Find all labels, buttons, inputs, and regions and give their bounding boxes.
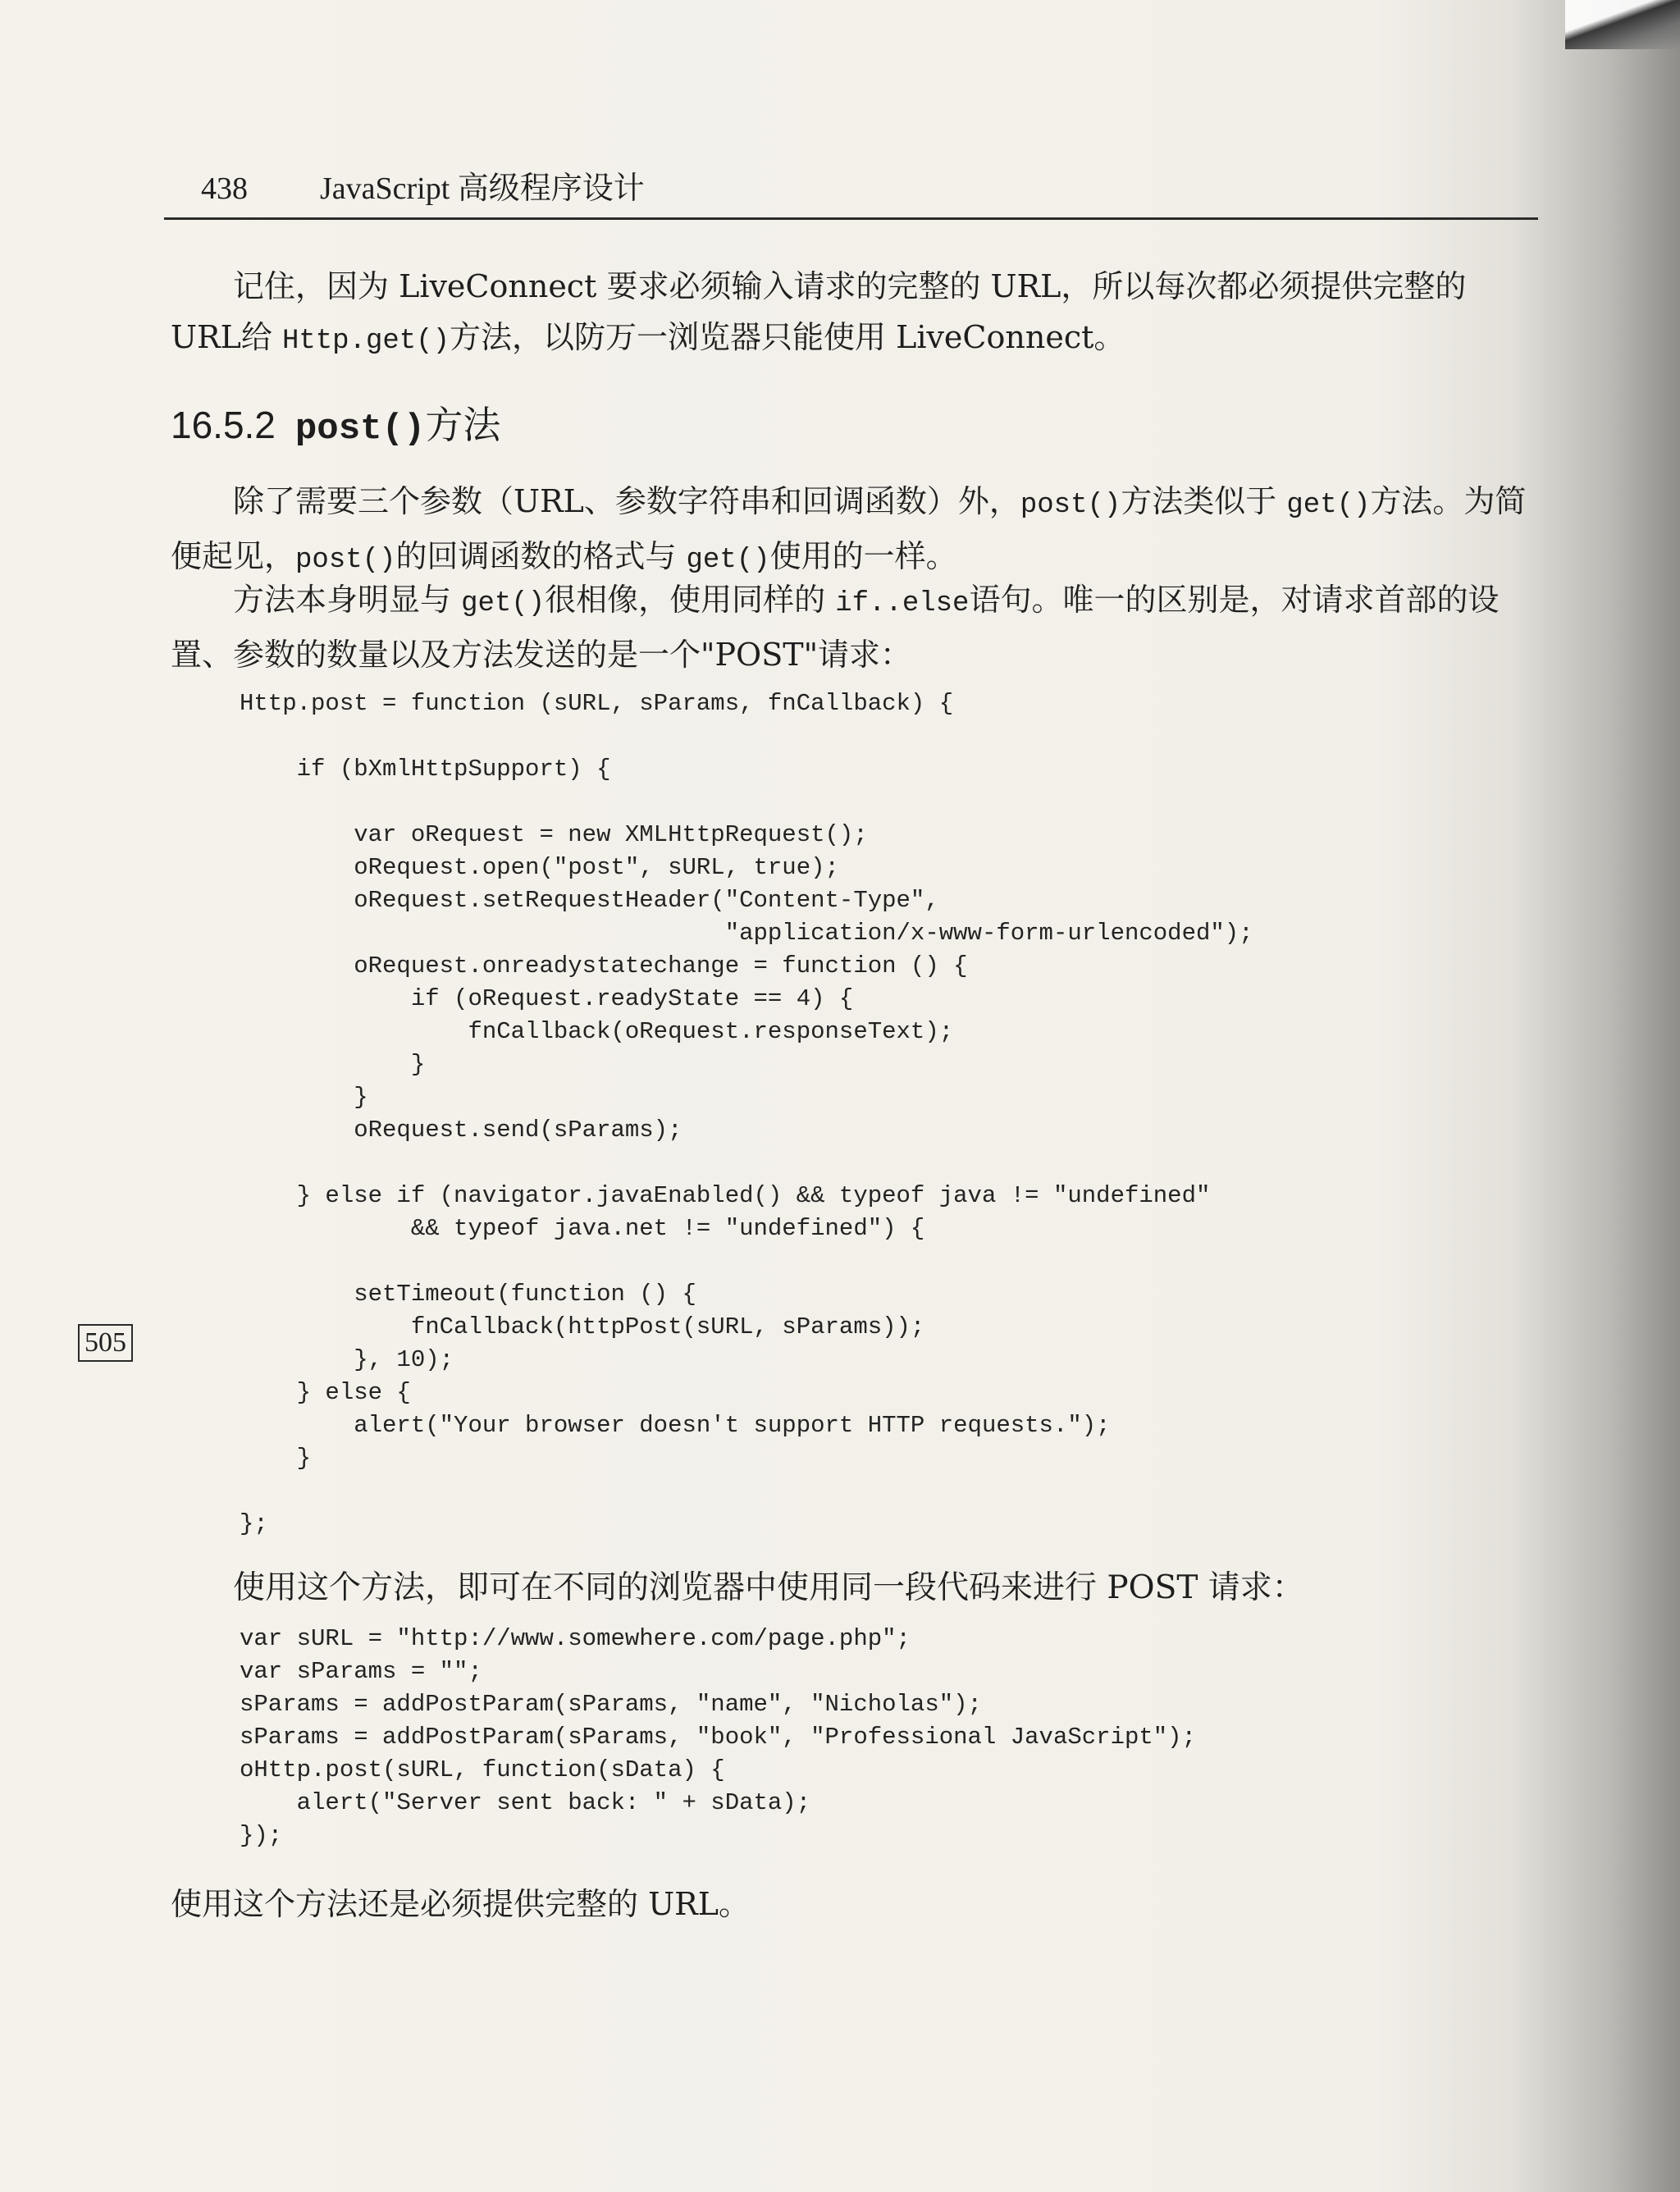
section-heading (171, 400, 500, 454)
inline-code: Http.get() (281, 326, 450, 357)
page-number: 438 (201, 171, 248, 206)
intro-paragraph (171, 261, 1536, 367)
intro-text-2: 方法，以防万一浏览器只能使用 LiveConnect。 (450, 319, 1125, 355)
p4-text: 使用这个方法，即可在不同的浏览器中使用同一段代码来进行 POST 请求： (233, 1569, 1304, 1606)
p3-text-1: 方法本身明显与 (233, 582, 462, 618)
page-corner-shadow (1565, 0, 1680, 49)
paragraph-4 (171, 1563, 1536, 1614)
inline-code: get() (686, 545, 770, 576)
p2-text-3: 方法。为简便起见， (171, 483, 1527, 574)
inline-code: get() (461, 588, 546, 619)
inline-code: get() (1286, 490, 1371, 521)
p2-text-2: 方法类似于 (1121, 483, 1287, 519)
code-block-http-post: Http.post = function (sURL, sParams, fnCallback) { if (bXmlHttpSupport) { var oRequest = new XMLHttpRequest(); oRequest.open("post", sURL, true); oRequest.setRequestHeader("Content-Type", "application/x-www-form-urlencoded"); oRequest.onreadystatechange = function () { if (oRequest.readyState == 4) { fnCallback(oRequest.responseText); } } oRequest.send(sParams); } else if (navigator.javaEnabled() && typeof java != "undefined" && typeof java.net != "undefined") { setTimeout(function () { fnCallback(httpPost(sURL, sParams)); }, 10); } else { alert("Your browser doesn't support HTTP requests."); } }; (240, 690, 1253, 1537)
paragraph-5 (171, 1879, 1536, 1929)
paragraph-3 (171, 574, 1536, 680)
margin-page-ref: 505 (78, 1324, 133, 1362)
running-header (164, 168, 1538, 220)
p2-text-1: 除了需要三个参数（URL、参数字符串和回调函数）外， (233, 483, 1020, 519)
p2-text-5: 使用的一样。 (769, 538, 957, 574)
inline-code: post() (295, 545, 396, 576)
inline-code: if..else (835, 588, 970, 619)
p5-text: 使用这个方法还是必须提供完整的 URL。 (171, 1886, 750, 1922)
paragraph-2 (171, 476, 1536, 586)
section-number: 16.5.2 (171, 404, 276, 446)
p3-text-3: 语句。唯一的区别是，对请求首部的设置、参数的数量以及方法发送的是一个"POST"请求： (171, 582, 1500, 673)
section-title: 方法 (425, 403, 501, 447)
section-code: post() (294, 409, 426, 450)
running-title: JavaScript 高级程序设计 (320, 171, 645, 206)
p3-text-2: 很相像，使用同样的 (545, 582, 836, 618)
code-block-usage: var sURL = "http://www.somewhere.com/page.php"; var sParams = ""; sParams = addPostParam(sParams, "name", "Nicholas"); sParams = addPostParam(sParams, "book", "Professional JavaScript"); oHttp.post(sURL, function(sData) { alert("Server sent back: " + sData); }); (240, 1625, 1196, 1849)
p2-text-4: 的回调函数的格式与 (395, 538, 687, 574)
intro-text-1: 记住，因为 LiveConnect 要求必须输入请求的完整的 URL，所以每次都必须提供完整的 URL给 (171, 268, 1467, 355)
inline-code: post() (1020, 490, 1121, 521)
